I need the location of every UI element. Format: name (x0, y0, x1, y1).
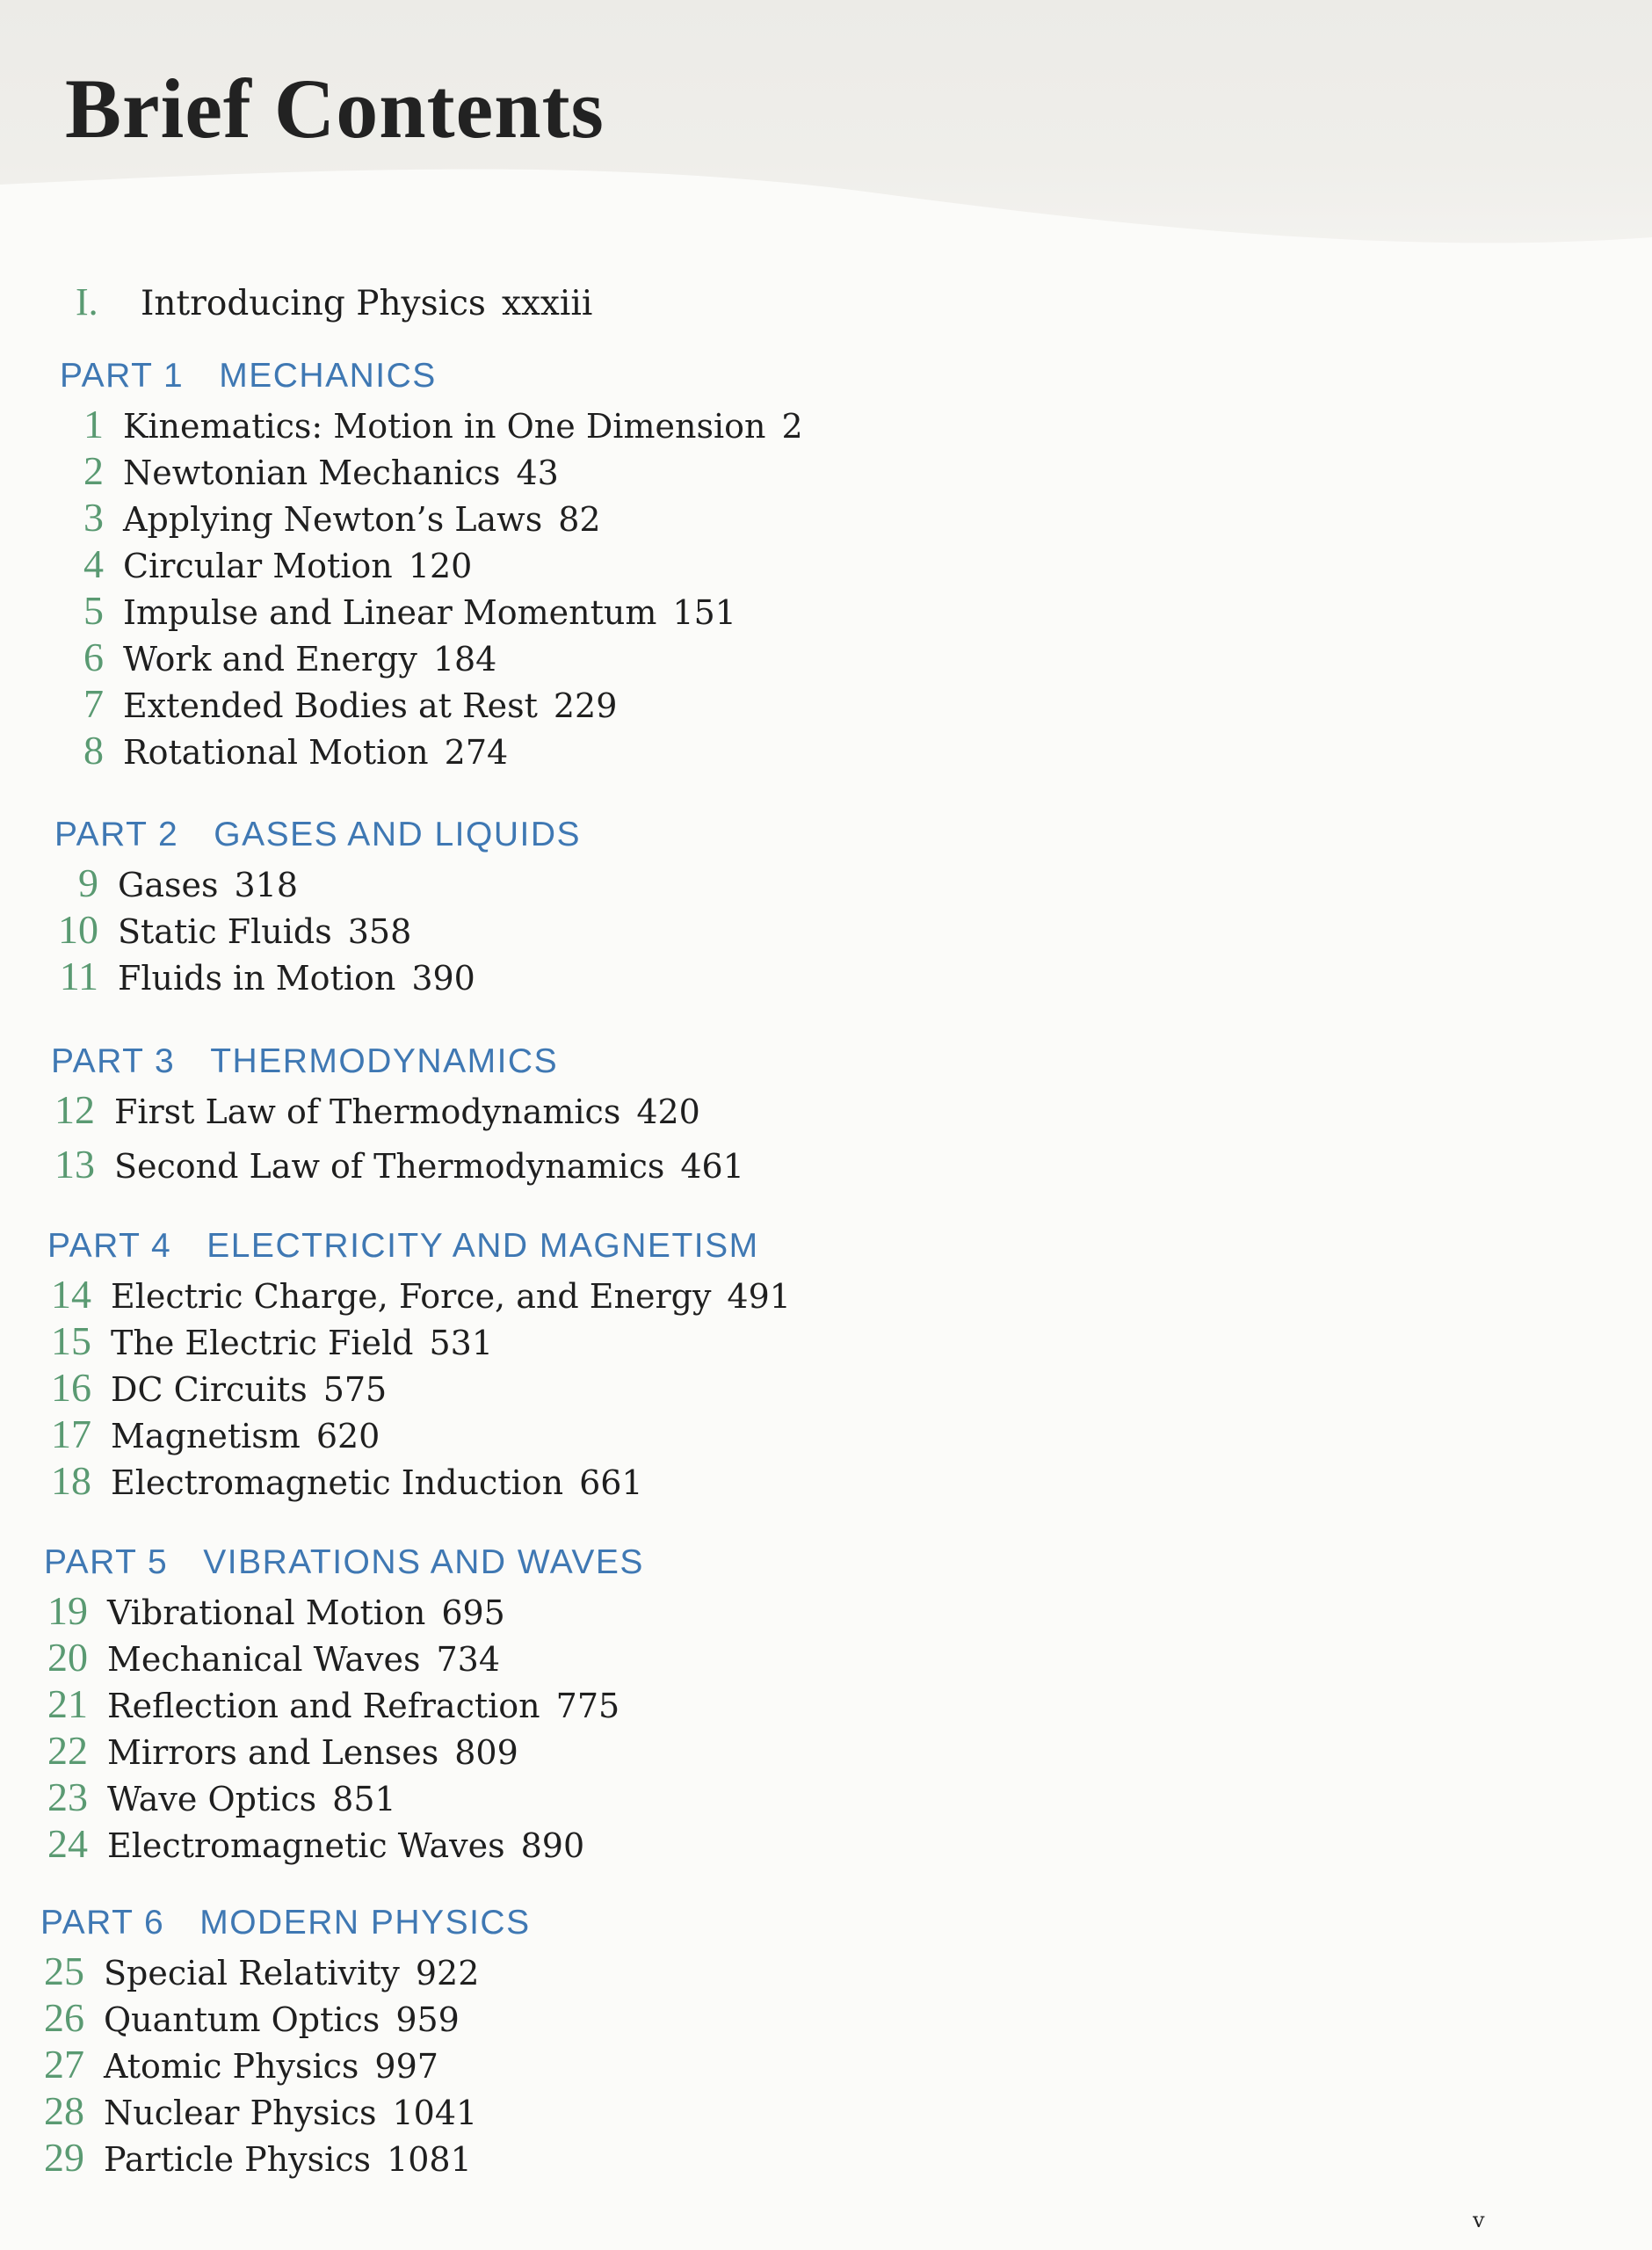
chapter-title: Special Relativity (104, 1954, 400, 1992)
chapter-page: 575 (322, 1370, 388, 1409)
chapter-number: 16 (51, 1365, 91, 1410)
chapter-number: 17 (51, 1412, 91, 1456)
chapter-number: 2 (83, 448, 104, 493)
page-title: Brief Contents (65, 62, 605, 156)
chapter-title: Fluids in Motion (118, 959, 396, 998)
chapter-page: 734 (436, 1640, 501, 1679)
chapter-number: 23 (47, 1775, 88, 1819)
chapter-number: 11 (59, 954, 98, 998)
chapter-page: 274 (444, 733, 509, 772)
chapter-page: 151 (672, 593, 736, 632)
chapter-number: 28 (44, 2088, 84, 2133)
chapter-page: 461 (680, 1147, 744, 1186)
chapter-entry[interactable] (60, 727, 803, 773)
part-heading[interactable] (47, 1222, 791, 1271)
chapter-title: Atomic Physics (104, 2047, 359, 2086)
chapter-title: Kinematics: Motion in One Dimension (123, 407, 766, 446)
chapter-number: 26 (44, 1995, 84, 2040)
part-heading[interactable] (51, 1037, 744, 1086)
chapter-entry[interactable] (60, 680, 803, 727)
chapter-title: Mirrors and Lenses (107, 1733, 439, 1772)
part-4-section (47, 1222, 791, 1504)
header-wave-divider (0, 158, 1652, 299)
part-label: PART 5 (44, 1543, 169, 1581)
chapter-entry[interactable] (44, 1820, 644, 1867)
chapter-number: 25 (44, 1949, 84, 1993)
part-heading[interactable] (60, 352, 803, 401)
chapter-page: 120 (408, 547, 473, 585)
chapter-page: 890 (520, 1826, 585, 1865)
chapter-page: 620 (315, 1417, 380, 1455)
chapter-entry[interactable] (47, 1364, 791, 1411)
chapter-number: 21 (47, 1681, 88, 1726)
chapter-page: 43 (516, 454, 559, 492)
part-label: PART 3 (51, 1042, 176, 1080)
chapter-number: 9 (78, 860, 98, 905)
chapter-entry[interactable] (44, 1634, 644, 1680)
chapter-page: 695 (441, 1593, 505, 1632)
chapter-page: 851 (332, 1780, 396, 1818)
chapter-entry[interactable] (47, 1317, 791, 1364)
chapter-number: 19 (47, 1588, 88, 1633)
chapter-number: 1 (83, 402, 104, 446)
chapter-title: Impulse and Linear Momentum (123, 593, 657, 632)
chapter-entry[interactable] (60, 494, 803, 541)
chapter-entry[interactable] (51, 1141, 744, 1187)
part-5-section (44, 1538, 644, 1867)
chapter-entry[interactable] (60, 401, 803, 447)
chapter-title: Electromagnetic Induction (111, 1463, 564, 1502)
chapter-page: 775 (555, 1687, 620, 1725)
part-6-section (40, 1898, 531, 2181)
chapter-page: 661 (579, 1463, 643, 1502)
part-name: ELECTRICITY AND MAGNETISM (206, 1227, 759, 1265)
chapter-page: 809 (454, 1733, 518, 1772)
part-name: THERMODYNAMICS (210, 1042, 559, 1080)
chapter-title: Electromagnetic Waves (107, 1826, 505, 1865)
chapter-entry[interactable] (44, 1680, 644, 1727)
chapter-number: 7 (83, 681, 104, 726)
chapter-title: Electric Charge, Force, and Energy (111, 1277, 712, 1316)
chapter-number: 22 (47, 1728, 88, 1773)
chapter-entry[interactable] (54, 953, 581, 999)
chapter-title: Static Fluids (118, 912, 332, 951)
chapter-title: Newtonian Mechanics (123, 454, 501, 492)
chapter-title: Work and Energy (123, 640, 417, 679)
chapter-title: Quantum Optics (104, 2000, 380, 2039)
chapter-entry[interactable] (44, 1774, 644, 1820)
chapter-entry[interactable] (54, 860, 581, 906)
part-name: MODERN PHYSICS (199, 1904, 531, 1942)
chapter-page: 420 (636, 1092, 700, 1131)
chapter-page: 358 (347, 912, 412, 951)
part-1-section (60, 352, 803, 773)
part-heading[interactable] (54, 810, 581, 860)
chapter-number: 20 (47, 1635, 88, 1680)
part-label: PART 6 (40, 1904, 165, 1942)
part-label: PART 4 (47, 1227, 172, 1265)
chapter-page: 1041 (392, 2094, 478, 2132)
chapter-page: 82 (558, 500, 601, 539)
chapter-entry[interactable] (44, 1727, 644, 1774)
chapter-title: Nuclear Physics (104, 2094, 377, 2132)
part-name: VIBRATIONS AND WAVES (203, 1543, 644, 1581)
chapter-number: 3 (83, 495, 104, 540)
chapter-entry[interactable] (60, 587, 803, 634)
part-2-section (54, 810, 581, 999)
intro-title: Introducing Physics (141, 284, 486, 323)
chapter-number: 29 (44, 2135, 84, 2180)
chapter-title: Gases (118, 866, 219, 904)
chapter-page: 922 (415, 1954, 480, 1992)
chapter-number: 10 (58, 907, 98, 952)
page-number: v (1473, 2208, 1485, 2232)
part-label: PART 1 (60, 357, 185, 395)
chapter-page: 229 (553, 686, 618, 725)
chapter-page: 2 (781, 407, 803, 446)
chapter-number: 12 (54, 1087, 95, 1132)
chapter-number: 13 (54, 1142, 95, 1187)
chapter-entry[interactable] (60, 634, 803, 680)
chapter-title: Extended Bodies at Rest (123, 686, 538, 725)
chapter-title: Particle Physics (104, 2140, 372, 2179)
chapter-entry[interactable] (60, 447, 803, 494)
chapter-number: 4 (83, 541, 104, 586)
chapter-entry[interactable] (54, 906, 581, 953)
intro-page: xxxiii (501, 284, 593, 323)
chapter-number: 8 (83, 728, 104, 773)
chapter-page: 1081 (387, 2140, 472, 2179)
chapter-entry[interactable] (40, 2041, 531, 2087)
chapter-number: 15 (51, 1318, 91, 1363)
part-heading[interactable] (40, 1898, 531, 1948)
chapter-entry[interactable] (44, 1587, 644, 1634)
chapter-entry[interactable] (40, 1948, 531, 1994)
chapter-number: 6 (83, 635, 104, 679)
chapter-entry[interactable] (47, 1271, 791, 1317)
chapter-title: Rotational Motion (123, 733, 429, 772)
chapter-number: 24 (47, 1821, 88, 1866)
chapter-number: 5 (83, 588, 104, 633)
chapter-entry[interactable] (47, 1457, 791, 1504)
part-name: MECHANICS (219, 357, 437, 395)
chapter-title: Vibrational Motion (107, 1593, 426, 1632)
chapter-page: 184 (432, 640, 497, 679)
chapter-title: Magnetism (111, 1417, 301, 1455)
chapter-page: 997 (374, 2047, 438, 2086)
intro-number: I. (76, 280, 98, 323)
chapter-page: 318 (234, 866, 299, 904)
chapter-number: 27 (44, 2042, 84, 2087)
chapter-entry[interactable] (47, 1411, 791, 1457)
chapter-page: 390 (411, 959, 475, 998)
chapter-title: The Electric Field (111, 1324, 414, 1362)
chapter-title: Applying Newton’s Laws (123, 500, 543, 539)
chapter-title: Reflection and Refraction (107, 1687, 540, 1725)
part-label: PART 2 (54, 816, 179, 853)
part-heading[interactable] (44, 1538, 644, 1587)
chapter-page: 531 (429, 1324, 494, 1362)
chapter-entry[interactable] (51, 1086, 744, 1141)
chapter-entry[interactable] (40, 2087, 531, 2134)
chapter-number: 18 (51, 1458, 91, 1503)
chapter-title: Mechanical Waves (107, 1640, 421, 1679)
chapter-page: 491 (727, 1277, 791, 1316)
chapter-entry[interactable] (40, 1994, 531, 2041)
part-name: GASES AND LIQUIDS (214, 816, 582, 853)
chapter-title: Circular Motion (123, 547, 393, 585)
chapter-entry[interactable] (60, 541, 803, 587)
chapter-title: Second Law of Thermodynamics (114, 1147, 665, 1186)
intro-entry[interactable] (76, 279, 592, 332)
chapter-title: First Law of Thermodynamics (114, 1092, 621, 1131)
chapter-entry[interactable] (40, 2134, 531, 2181)
part-3-section (51, 1037, 744, 1187)
chapter-page: 959 (395, 2000, 460, 2039)
chapter-title: DC Circuits (111, 1370, 308, 1409)
chapter-number: 14 (51, 1272, 91, 1317)
chapter-title: Wave Optics (107, 1780, 317, 1818)
